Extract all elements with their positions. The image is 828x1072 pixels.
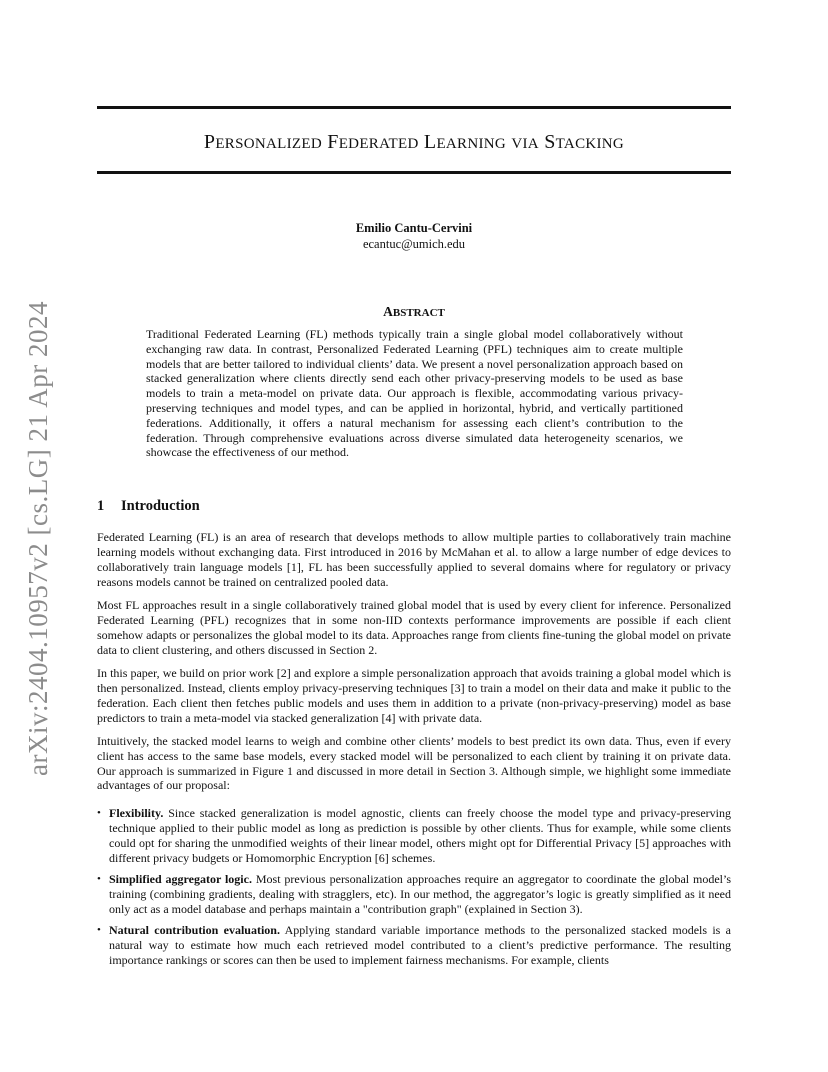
bullet-marker: •: [97, 923, 101, 936]
title-word-5-cap: S: [544, 131, 556, 153]
title-word-4: VIA: [511, 136, 539, 152]
title-word-1-rest: ERSONALIZED: [215, 136, 322, 152]
title-word-5-rest: TACKING: [555, 136, 625, 152]
bullet-lead: Natural contribution evaluation.: [109, 922, 280, 937]
bullet-marker: •: [97, 873, 101, 886]
title-word-3-rest: EARNING: [436, 136, 507, 152]
title-word-3-cap: L: [423, 131, 437, 153]
bullet-text: Since stacked generalization is model agnostic, clients can freely choose the model type and privacy-preserving technique applied to their public model as long as prediction is possible by other clients. Thus for example, while some clients could opt for sharing the unmodified weights of their linear model, others might opt for Differential Privacy [5] approaches with different privacy budgets or Homomorphic Encryption [6] schemes.: [109, 806, 732, 866]
abstract-heading-rest: BSTRACT: [392, 307, 445, 319]
body-text: [97, 530, 731, 973]
paragraph: Federated Learning (FL) is an area of research that develops methods to allow multiple parties to collaboratively train machine learning models without exchanging data. First introduced in 2016 by McMahan et al. to allow a large number of edge devices to collaboratively train language models [1], FL has been successfully applied to several domains where for regulatory or privacy reasons models cannot be trained on centralized pooled data.: [97, 530, 731, 589]
author-name: Emilio Cantu-Cervini: [355, 221, 473, 235]
section-number: 1: [97, 498, 105, 514]
paragraph: Most FL approaches result in a single collaboratively trained global model that is used by every client for inference. Personalized Federated Learning (PFL) recognizes that in some non-IID contexts performance improvements are possible if each client somehow adapts or personalizes the global model to its data. Approaches range from clients fine-tuning the global model on private data to client clustering, and others discussed in Section 2.: [97, 597, 731, 657]
abstract-heading: [97, 304, 731, 321]
arxiv-identifier: arXiv:2404.10957v2 [cs.LG] 21 Apr 2024: [23, 301, 53, 776]
section-title: Introduction: [121, 498, 200, 514]
bullet-marker: •: [97, 807, 101, 820]
paragraph: In this paper, we build on prior work [2] and explore a simple personalization approach that avoids training a global model which is then personalized. Instead, clients employ privacy-preserving techniques [3] to train a model on their data and make it public to the federation. Each client then fetches public models and uses them in addition to a private (non-privacy-preserving) model as base predictors to train a meta-model via stacked generalization [4] with private data.: [97, 665, 731, 725]
title-rule-top: [97, 106, 731, 109]
bullet-lead: Flexibility.: [109, 806, 164, 821]
title-word-1-cap: P: [203, 131, 216, 153]
title-rule-bottom: [97, 171, 731, 174]
bullet-text: Most previous personalization approaches require an aggregator to coordinate the global model’s training (combining gradients, dealing with stragglers, etc). In our method, the aggregator’s logic is greatly simplified as it need only act as a model database and perhaps maintain a "contribution graph" (explained in Section 3).: [109, 872, 732, 916]
abstract-text: Traditional Federated Learning (FL) methods typically train a single global model collaboratively without exchanging raw data. In contrast, Personalized Federated Learning (PFL) techniques aim to create multiple models that are better tailored to individual clients’ data. We present a novel personalization approach based on stacked generalization where clients directly send each other privacy-preserving models to be used as base models to train a meta-model on private data. Our approach is flexible, accommodating various privacy-preserving techniques and model types, and can be applied in horizontal, hybrid, and vertically partitioned federations. Additionally, it offers a natural mechanism for assessing each client’s contribution to the federation. Through comprehensive evaluations across diverse simulated data heterogeneity scenarios, we showcase the effectiveness of our method.: [146, 327, 683, 460]
author-block: [97, 220, 731, 252]
advantages-list: [97, 806, 731, 967]
list-item: [97, 923, 731, 968]
list-item: [97, 872, 731, 917]
section-heading: [97, 497, 200, 515]
abstract-heading-cap: A: [383, 304, 393, 319]
bullet-text: Applying standard variable importance methods to the personalized stacked models is a natural way to estimate how much each retrieved model contributed to a client’s predictive performance. The resulting importance rankings or scores can then be used to implement fairness mechanisms. For example, clients: [109, 922, 731, 967]
paragraph: Intuitively, the stacked model learns to weigh and combine other clients’ models to best predict its own data. Thus, even if every client has access to the same base models, every stacked model will be personalized to each client by training it on private data. Our approach is summarized in Figure 1 and discussed in more detail in Section 3. Although simple, we highlight some immediate advantages of our proposal:: [97, 733, 731, 793]
paper-title: [97, 128, 731, 158]
bullet-lead: Simplified aggregator logic.: [109, 872, 252, 887]
title-word-2-rest: EDERATED: [338, 136, 419, 152]
title-word-2-cap: F: [327, 131, 339, 153]
list-item: [97, 806, 731, 866]
author-email: ecantuc@umich.edu: [362, 237, 466, 251]
